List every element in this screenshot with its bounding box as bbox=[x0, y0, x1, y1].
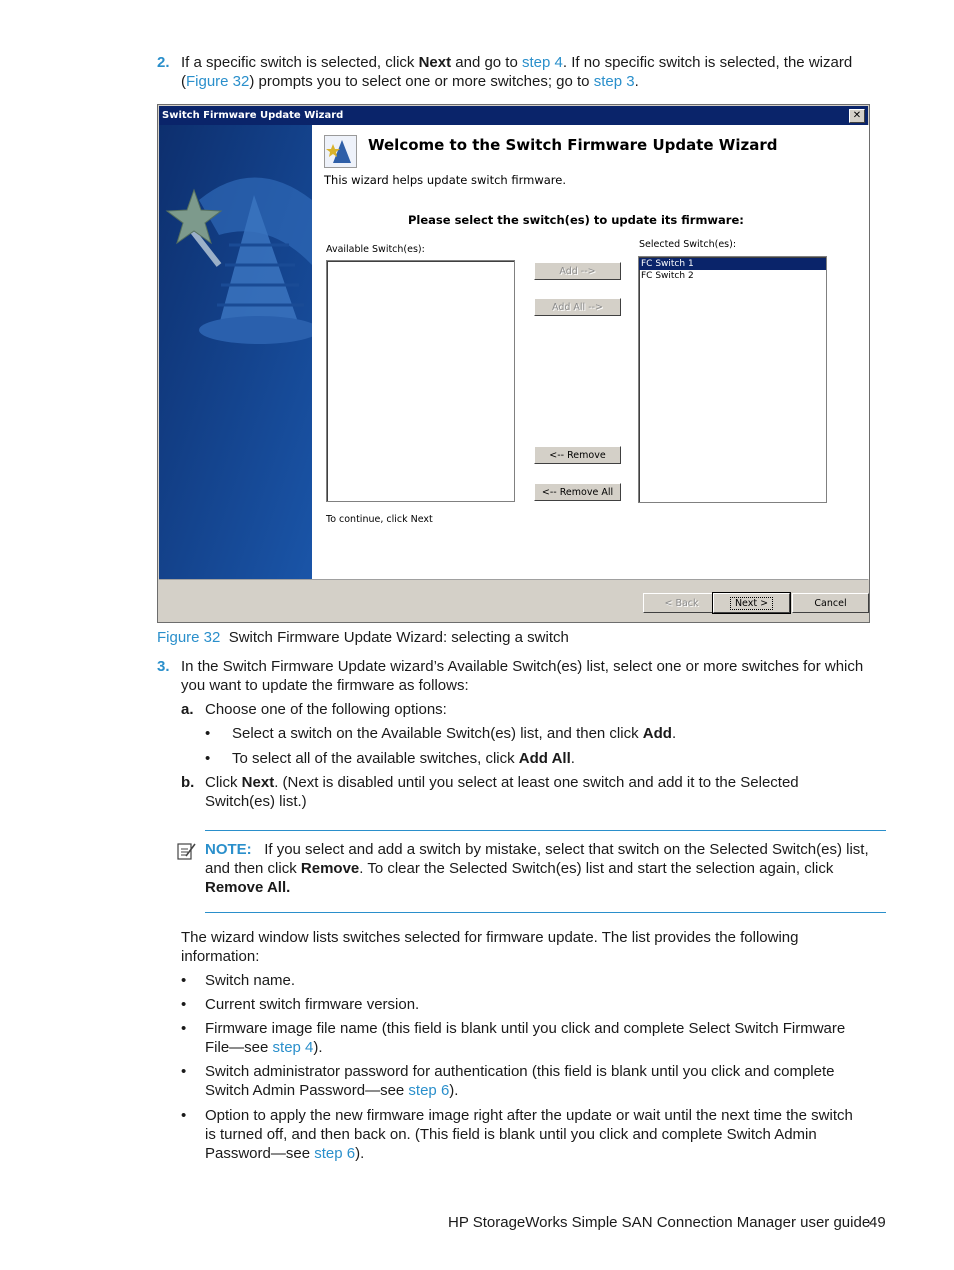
substep-b-text-2: Switch(es) list.) bbox=[205, 793, 307, 810]
step-4-link[interactable]: step 4 bbox=[272, 1039, 314, 1056]
step-4-link[interactable]: step 4 bbox=[522, 54, 563, 71]
list-item bbox=[181, 995, 420, 1014]
substep-b-text bbox=[205, 773, 885, 792]
substep-a-text: Choose one of the following options: bbox=[205, 701, 447, 718]
bold-text: Remove bbox=[300, 860, 360, 877]
bold-text: Next bbox=[241, 774, 275, 791]
text: Option to apply the new firmware image right after the update or wait until the next time the switch bbox=[205, 1107, 853, 1124]
bullet-icon: • bbox=[205, 750, 211, 767]
list-item-cont: is turned off, and then back on. (This field is blank until you click and complete Switch Admin bbox=[205, 1126, 817, 1143]
remove-button[interactable]: <-- Remove bbox=[534, 446, 621, 464]
list-item bbox=[181, 1019, 895, 1038]
step-number: 2. bbox=[157, 54, 170, 71]
text: Switch Admin Password—see bbox=[205, 1082, 409, 1099]
text: . bbox=[570, 750, 575, 767]
step3-line2: you want to update the firmware as follows: bbox=[181, 677, 469, 694]
text: Current switch firmware version. bbox=[205, 996, 420, 1013]
footer-title: HP StorageWorks Simple SAN Connection Manager user guide bbox=[448, 1214, 871, 1231]
wizard-prompt: Please select the switch(es) to update its firmware: bbox=[408, 213, 744, 227]
wizard-hat-graphic bbox=[159, 125, 312, 579]
step-number: 3. bbox=[157, 658, 170, 675]
page-number: 49 bbox=[869, 1214, 886, 1231]
bullet-item bbox=[205, 724, 677, 743]
selected-switch-item[interactable]: FC Switch 1 bbox=[639, 258, 826, 270]
add-all-button[interactable]: Add All --> bbox=[534, 298, 621, 316]
next-button-label: Next > bbox=[730, 597, 773, 610]
bullet-icon: • bbox=[181, 1063, 187, 1080]
text: and go to bbox=[451, 54, 522, 71]
text: ). bbox=[355, 1145, 365, 1162]
text: . bbox=[634, 73, 639, 90]
next-button[interactable] bbox=[713, 593, 790, 613]
step2-line1 bbox=[181, 53, 881, 72]
text: File—see bbox=[205, 1039, 273, 1056]
text: Switch name. bbox=[205, 972, 296, 989]
text: ). bbox=[449, 1082, 459, 1099]
text: ). bbox=[313, 1039, 323, 1056]
text: . If no specific switch is selected, the wizard bbox=[562, 54, 853, 71]
selected-label: Selected Switch(es): bbox=[639, 239, 737, 250]
note-rule-bottom bbox=[205, 912, 886, 913]
close-icon[interactable]: ✕ bbox=[849, 109, 865, 123]
text: Switch administrator password for authentication (this field is blank until you click and complete bbox=[205, 1063, 835, 1080]
text: If a specific switch is selected, click bbox=[181, 54, 419, 71]
figure-32-link[interactable]: Figure 32 bbox=[186, 73, 250, 90]
bold-text: Add All bbox=[518, 750, 571, 767]
text: and then click bbox=[205, 860, 301, 877]
step3-line1: In the Switch Firmware Update wizard’s Available Switch(es) list, select one or more switches for which bbox=[181, 658, 864, 675]
wizard-side-banner bbox=[159, 125, 312, 579]
text: ( bbox=[181, 73, 186, 90]
note-label: NOTE: bbox=[205, 841, 252, 858]
wizard-window bbox=[157, 104, 870, 623]
text: ) prompts you to select one or more switches; go to bbox=[249, 73, 594, 90]
wizard-title-bar bbox=[159, 106, 868, 125]
list-item-cont bbox=[205, 1038, 323, 1057]
list-item bbox=[181, 1062, 895, 1081]
list-item bbox=[181, 1106, 895, 1125]
note-line2 bbox=[205, 859, 895, 878]
step2-line2 bbox=[181, 72, 881, 91]
wizard-title: Switch Firmware Update Wizard bbox=[162, 110, 344, 121]
step-3-link[interactable]: step 3 bbox=[593, 73, 635, 90]
wizard-logo-icon bbox=[324, 135, 357, 168]
bullet-icon: • bbox=[181, 1020, 187, 1037]
text: . (Next is disabled until you select at least one switch and add it to the Selected bbox=[274, 774, 799, 791]
text: Select a switch on the Available Switch(es) list, and then click bbox=[232, 725, 643, 742]
available-label: Available Switch(es): bbox=[326, 244, 425, 255]
note-rule-top bbox=[205, 830, 886, 831]
bullet-icon: • bbox=[181, 972, 187, 989]
text: Firmware image file name (this field is blank until you click and complete Select Switch Firmware bbox=[205, 1020, 846, 1037]
text: . bbox=[671, 725, 677, 742]
text: . To clear the Selected Switch(es) list and start the selection again, click bbox=[359, 860, 834, 877]
bullet-icon: • bbox=[181, 1107, 187, 1124]
bullet-item bbox=[205, 749, 575, 768]
text: If you select and add a switch by mistake, select that switch on the Selected Switch(es) list, bbox=[264, 841, 869, 858]
note-line1 bbox=[205, 840, 895, 859]
substep-letter: a. bbox=[181, 701, 194, 718]
continue-instruction: To continue, click Next bbox=[326, 514, 433, 525]
add-button[interactable]: Add --> bbox=[534, 262, 621, 280]
wizard-heading: Welcome to the Switch Firmware Update Wizard bbox=[368, 136, 778, 154]
note-icon bbox=[176, 841, 196, 866]
bold-text: Add bbox=[642, 725, 672, 742]
list-item bbox=[181, 971, 296, 990]
selected-switch-item[interactable]: FC Switch 2 bbox=[641, 271, 694, 281]
wizard-button-bar bbox=[159, 579, 868, 621]
available-switches-list[interactable] bbox=[326, 260, 515, 502]
body-paragraph: The wizard window lists switches selected for firmware update. The list provides the following bbox=[181, 929, 799, 946]
substep-letter: b. bbox=[181, 774, 195, 791]
remove-all-button[interactable]: <-- Remove All bbox=[534, 483, 621, 501]
bold-text: Next bbox=[418, 54, 452, 71]
caption-text: Switch Firmware Update Wizard: selecting a switch bbox=[228, 629, 569, 646]
back-button[interactable]: < Back bbox=[643, 593, 720, 613]
list-item-cont bbox=[205, 1081, 458, 1100]
step-6-link[interactable]: step 6 bbox=[408, 1082, 450, 1099]
wizard-subheading: This wizard helps update switch firmware. bbox=[324, 173, 566, 187]
figure-caption bbox=[157, 628, 569, 647]
bullet-icon: • bbox=[181, 996, 187, 1013]
text: Password—see bbox=[205, 1145, 315, 1162]
note-line3: Remove All. bbox=[205, 879, 291, 896]
text: To select all of the available switches, click bbox=[232, 750, 519, 767]
wizard-content bbox=[312, 125, 869, 579]
selected-switches-list[interactable] bbox=[638, 256, 827, 503]
figure-label: Figure 32 bbox=[157, 629, 221, 646]
body-paragraph-2: information: bbox=[181, 948, 260, 965]
bullet-icon: • bbox=[205, 725, 211, 742]
text: Click bbox=[205, 774, 242, 791]
list-item-cont bbox=[205, 1144, 364, 1163]
cancel-button[interactable]: Cancel bbox=[792, 593, 869, 613]
step-6-link[interactable]: step 6 bbox=[314, 1145, 356, 1162]
